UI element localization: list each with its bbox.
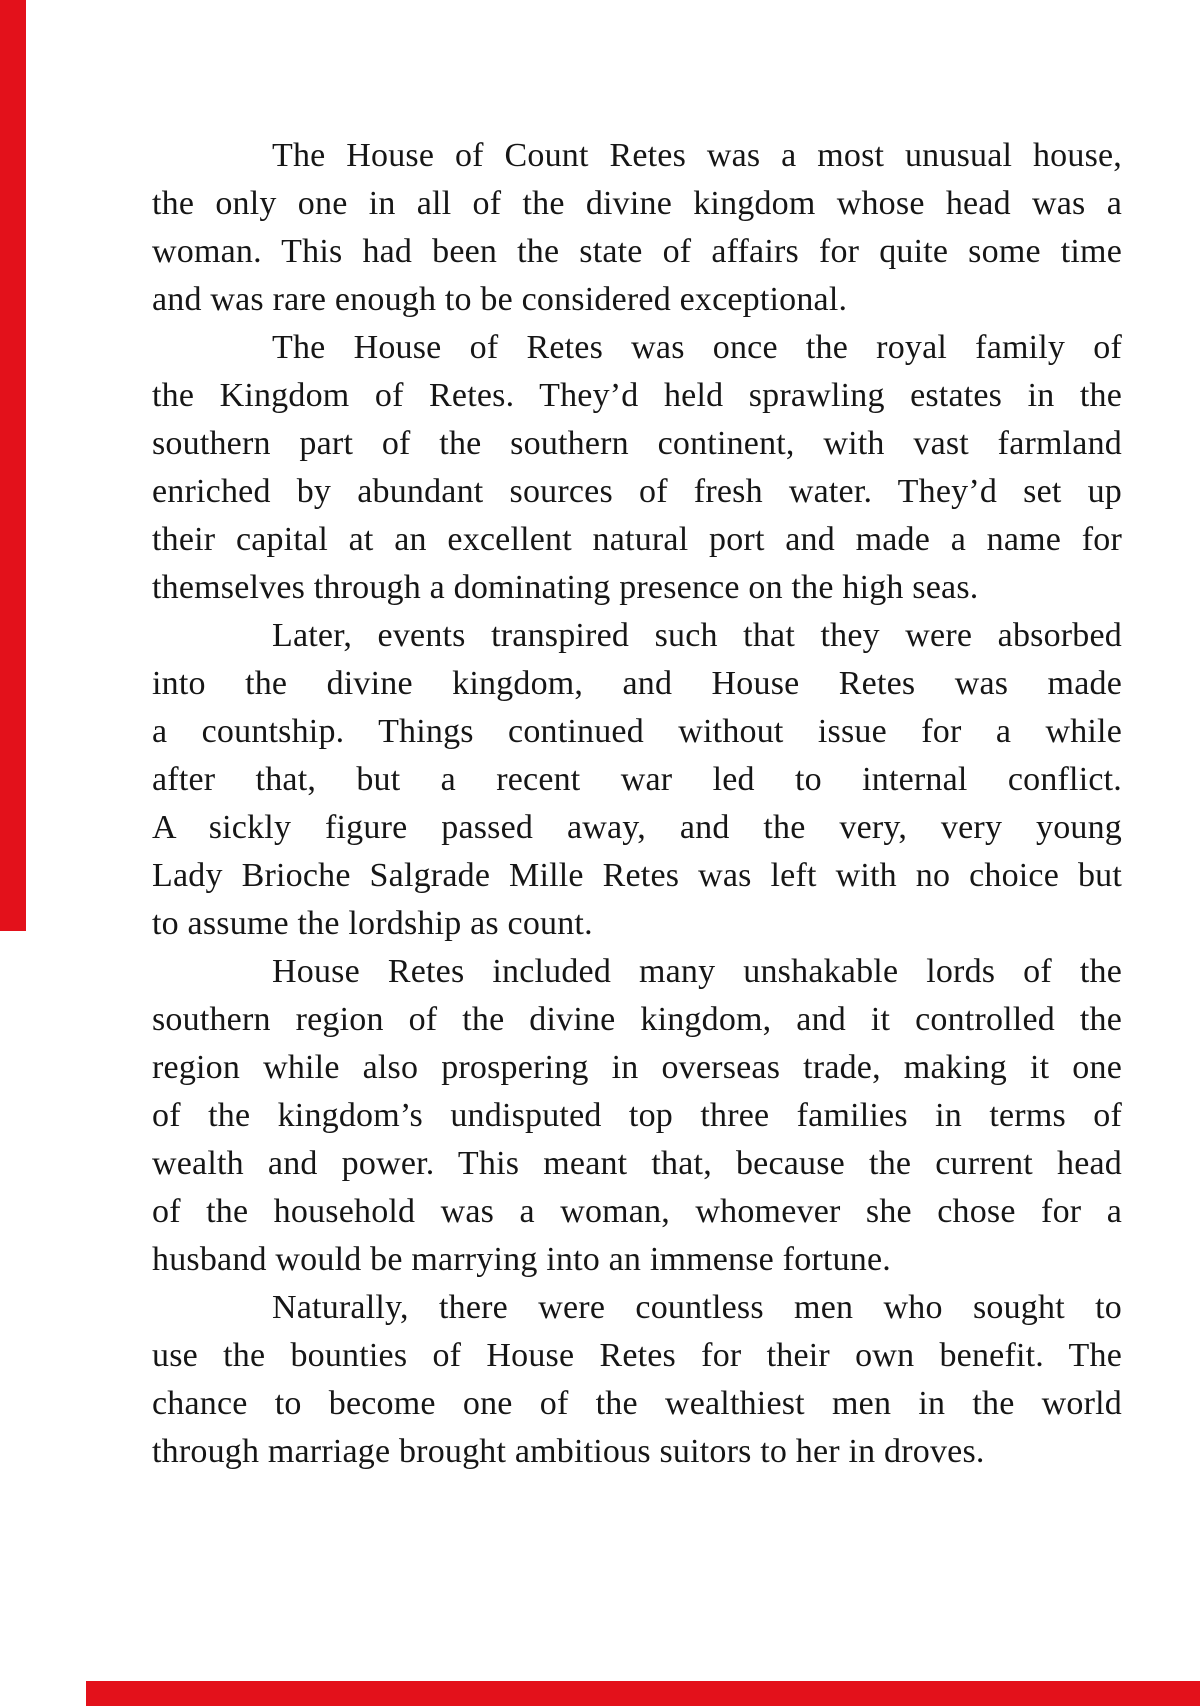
text-line: House Retes included many unshakable lords of the xyxy=(272,953,1122,990)
text-line: The House of Count Retes was a most unusual house, xyxy=(272,137,1122,174)
text-line: The House of Retes was once the royal family of xyxy=(272,329,1122,366)
text-line: after that, but a recent war led to internal conflict. xyxy=(152,761,1122,798)
text-line: and was rare enough to be considered exceptional. xyxy=(152,281,848,318)
text-line: a countship. Things continued without issue for a while xyxy=(152,713,1122,750)
text-line: Later, events transpired such that they were absorbed xyxy=(272,617,1122,654)
text-line: southern region of the divine kingdom, and it controlled the xyxy=(152,1001,1122,1038)
text-line: of the household was a woman, whomever she chose for a xyxy=(152,1193,1122,1230)
text-line: chance to become one of the wealthiest men in the world xyxy=(152,1385,1122,1422)
text-line: themselves through a dominating presence on the high seas. xyxy=(152,569,979,606)
text-line: to assume the lordship as count. xyxy=(152,905,593,942)
scroll-position-indicator[interactable] xyxy=(0,0,26,931)
text-line: use the bounties of House Retes for their own benefit. The xyxy=(152,1337,1122,1374)
text-line: Lady Brioche Salgrade Mille Retes was left with no choice but xyxy=(152,857,1122,894)
text-line: A sickly figure passed away, and the very, very young xyxy=(152,809,1122,846)
text-line: their capital at an excellent natural port and made a name for xyxy=(152,521,1122,558)
text-line: Naturally, there were countless men who sought to xyxy=(272,1289,1122,1326)
text-line: husband would be marrying into an immense fortune. xyxy=(152,1241,891,1278)
text-line: of the kingdom’s undisputed top three families in terms of xyxy=(152,1097,1122,1134)
text-line: into the divine kingdom, and House Retes was made xyxy=(152,665,1122,702)
text-line: the only one in all of the divine kingdom whose head was a xyxy=(152,185,1122,222)
text-line: wealth and power. This meant that, because the current head xyxy=(152,1145,1122,1182)
text-line: through marriage brought ambitious suitors to her in droves. xyxy=(152,1433,985,1470)
text-line: region while also prospering in overseas trade, making it one xyxy=(152,1049,1122,1086)
reading-progress-bar[interactable] xyxy=(86,1681,1200,1706)
text-line: the Kingdom of Retes. They’d held sprawling estates in the xyxy=(152,377,1122,414)
text-line: woman. This had been the state of affairs for quite some time xyxy=(152,233,1122,270)
text-line: southern part of the southern continent, with vast farmland xyxy=(152,425,1122,462)
text-line: enriched by abundant sources of fresh water. They’d set up xyxy=(152,473,1122,510)
page-text xyxy=(152,132,1122,1476)
